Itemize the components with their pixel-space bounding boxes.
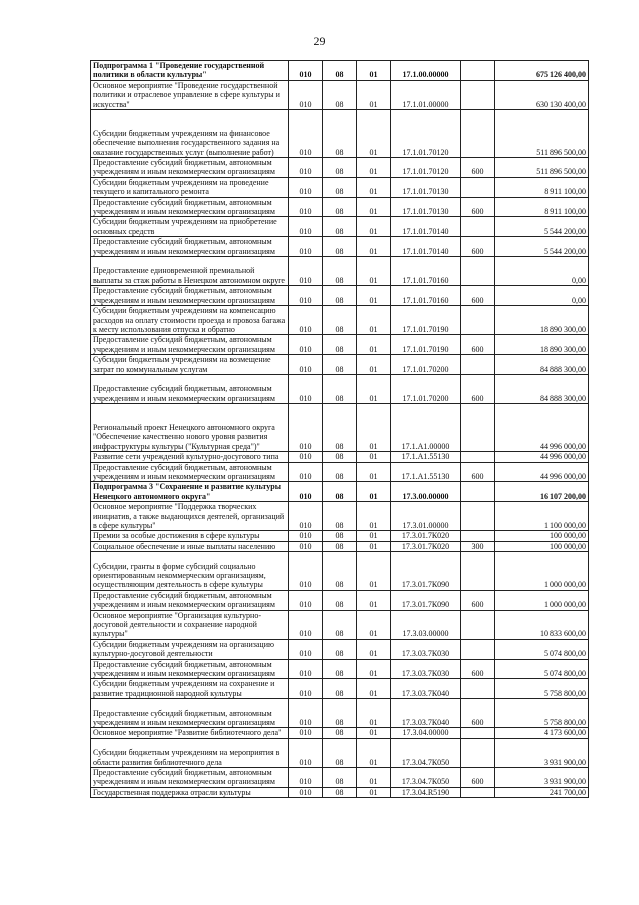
row-code-section: 08 bbox=[323, 552, 357, 591]
row-code-expense-type bbox=[461, 306, 495, 335]
row-amount: 84 888 300,00 bbox=[495, 355, 589, 375]
table-row bbox=[91, 217, 589, 237]
row-code-expense-type bbox=[461, 257, 495, 286]
row-code-section: 08 bbox=[323, 728, 357, 738]
row-code-section: 08 bbox=[323, 404, 357, 452]
row-code-target: 17.3.04.7К050 bbox=[391, 768, 461, 788]
row-code-admin: 010 bbox=[289, 462, 323, 482]
row-name: Региональный проект Ненецкого автономного округа "Обеспечение качественно нового уровня развития инфраструктуры культуры ("Культурная среда")" bbox=[91, 404, 289, 452]
row-amount: 241 700,00 bbox=[495, 787, 589, 797]
row-name: Предоставление субсидий бюджетным, автономным учреждениям и иным некоммерческим организациям bbox=[91, 659, 289, 679]
table-row bbox=[91, 237, 589, 257]
row-code-section: 08 bbox=[323, 610, 357, 639]
table-row bbox=[91, 355, 589, 375]
row-name: Субсидии бюджетным учреждениям на сохранение и развитие традиционной народной культуры bbox=[91, 679, 289, 699]
row-code-section: 08 bbox=[323, 374, 357, 403]
row-code-section: 08 bbox=[323, 286, 357, 306]
row-code-section: 08 bbox=[323, 787, 357, 797]
row-code-subsection: 01 bbox=[357, 502, 391, 531]
row-code-section: 08 bbox=[323, 335, 357, 355]
table-row bbox=[91, 590, 589, 610]
row-code-admin: 010 bbox=[289, 61, 323, 81]
row-code-target: 17.1.01.70140 bbox=[391, 237, 461, 257]
row-code-target: 17.3.01.7К020 bbox=[391, 531, 461, 541]
table-row bbox=[91, 768, 589, 788]
row-code-expense-type: 600 bbox=[461, 768, 495, 788]
row-code-target: 17.1.01.70120 bbox=[391, 110, 461, 158]
row-amount: 84 888 300,00 bbox=[495, 374, 589, 403]
row-amount: 0,00 bbox=[495, 257, 589, 286]
row-code-target: 17.1.01.70130 bbox=[391, 197, 461, 217]
row-name: Основное мероприятие "Поддержка творческих инициатив, а также выдающихся деятелей, организаций в сфере культуры" bbox=[91, 502, 289, 531]
row-code-section: 08 bbox=[323, 738, 357, 767]
row-amount: 10 833 600,00 bbox=[495, 610, 589, 639]
row-code-target: 17.1.01.00000 bbox=[391, 80, 461, 109]
row-amount: 0,00 bbox=[495, 286, 589, 306]
row-name: Премии за особые достижения в сфере культуры bbox=[91, 531, 289, 541]
table-row bbox=[91, 531, 589, 541]
row-code-expense-type: 600 bbox=[461, 286, 495, 306]
row-code-expense-type: 600 bbox=[461, 590, 495, 610]
row-amount: 5 074 800,00 bbox=[495, 639, 589, 659]
row-code-admin: 010 bbox=[289, 217, 323, 237]
row-code-admin: 010 bbox=[289, 404, 323, 452]
row-code-target: 17.3.01.7К020 bbox=[391, 541, 461, 551]
row-amount: 4 173 600,00 bbox=[495, 728, 589, 738]
row-amount: 5 758 800,00 bbox=[495, 699, 589, 728]
row-code-target: 17.1.01.70200 bbox=[391, 374, 461, 403]
row-name: Предоставление субсидий бюджетным, автономным учреждениям и иным некоммерческим организациям bbox=[91, 286, 289, 306]
row-name: Социальное обеспечение и иные выплаты населению bbox=[91, 541, 289, 551]
table-row bbox=[91, 462, 589, 482]
row-amount: 18 890 300,00 bbox=[495, 306, 589, 335]
table-row bbox=[91, 452, 589, 462]
row-code-target: 17.1.A1.55130 bbox=[391, 462, 461, 482]
row-code-admin: 010 bbox=[289, 452, 323, 462]
row-code-subsection: 01 bbox=[357, 237, 391, 257]
row-code-section: 08 bbox=[323, 590, 357, 610]
row-amount: 5 074 800,00 bbox=[495, 659, 589, 679]
table-row bbox=[91, 738, 589, 767]
row-code-expense-type: 600 bbox=[461, 659, 495, 679]
row-name: Основное мероприятие "Развитие библиотечного дела" bbox=[91, 728, 289, 738]
table-row bbox=[91, 639, 589, 659]
row-code-admin: 010 bbox=[289, 531, 323, 541]
table-row bbox=[91, 374, 589, 403]
row-amount: 18 890 300,00 bbox=[495, 335, 589, 355]
row-code-target: 17.3.01.7К090 bbox=[391, 590, 461, 610]
row-code-subsection: 01 bbox=[357, 699, 391, 728]
row-name: Подпрограмма 1 "Проведение государственной политики в области культуры" bbox=[91, 61, 289, 81]
table-row bbox=[91, 482, 589, 502]
row-code-admin: 010 bbox=[289, 237, 323, 257]
row-code-expense-type bbox=[461, 482, 495, 502]
row-code-target: 17.3.03.7К030 bbox=[391, 659, 461, 679]
row-name: Основное мероприятие "Проведение государственной политики и отраслевое управление в сфере культуры и искусства" bbox=[91, 80, 289, 109]
row-amount: 8 911 100,00 bbox=[495, 197, 589, 217]
row-code-subsection: 01 bbox=[357, 590, 391, 610]
row-code-admin: 010 bbox=[289, 177, 323, 197]
row-code-target: 17.3.03.7К040 bbox=[391, 679, 461, 699]
table-row bbox=[91, 306, 589, 335]
row-code-expense-type bbox=[461, 452, 495, 462]
table-row bbox=[91, 197, 589, 217]
row-code-target: 17.3.01.7К090 bbox=[391, 552, 461, 591]
row-code-section: 08 bbox=[323, 462, 357, 482]
row-code-expense-type bbox=[461, 502, 495, 531]
row-code-expense-type: 600 bbox=[461, 699, 495, 728]
row-code-subsection: 01 bbox=[357, 257, 391, 286]
row-code-section: 08 bbox=[323, 355, 357, 375]
row-name: Предоставление субсидий бюджетным, автономным учреждениям и иным некоммерческим организациям bbox=[91, 158, 289, 178]
row-code-section: 08 bbox=[323, 177, 357, 197]
row-amount: 8 911 100,00 bbox=[495, 177, 589, 197]
row-amount: 100 000,00 bbox=[495, 541, 589, 551]
table-row bbox=[91, 679, 589, 699]
row-code-admin: 010 bbox=[289, 482, 323, 502]
row-code-target: 17.3.03.7К030 bbox=[391, 639, 461, 659]
row-code-subsection: 01 bbox=[357, 639, 391, 659]
row-code-subsection: 01 bbox=[357, 787, 391, 797]
row-name: Субсидии бюджетным учреждениям на финансовое обеспечение выполнения государственного задания на оказание государственных услуг (выполнение работ) bbox=[91, 110, 289, 158]
row-code-target: 17.3.00.00000 bbox=[391, 482, 461, 502]
row-code-subsection: 01 bbox=[357, 531, 391, 541]
row-code-section: 08 bbox=[323, 257, 357, 286]
row-code-admin: 010 bbox=[289, 659, 323, 679]
row-code-admin: 010 bbox=[289, 158, 323, 178]
row-code-expense-type bbox=[461, 80, 495, 109]
row-name: Предоставление субсидий бюджетным, автономным учреждениям и иным некоммерческим организациям bbox=[91, 237, 289, 257]
row-code-subsection: 01 bbox=[357, 374, 391, 403]
row-code-subsection: 01 bbox=[357, 286, 391, 306]
row-code-subsection: 01 bbox=[357, 177, 391, 197]
row-code-admin: 010 bbox=[289, 699, 323, 728]
row-code-subsection: 01 bbox=[357, 217, 391, 237]
row-amount: 44 996 000,00 bbox=[495, 462, 589, 482]
row-code-subsection: 01 bbox=[357, 355, 391, 375]
budget-table-body bbox=[91, 61, 589, 798]
row-amount: 5 544 200,00 bbox=[495, 217, 589, 237]
row-name: Предоставление субсидий бюджетным, автономным учреждениям и иным некоммерческим организациям bbox=[91, 590, 289, 610]
row-code-section: 08 bbox=[323, 110, 357, 158]
row-name: Предоставление субсидий бюджетным, автономным учреждениям и иным некоммерческим организациям bbox=[91, 462, 289, 482]
row-code-admin: 010 bbox=[289, 541, 323, 551]
row-name: Предоставление субсидий бюджетным, автономным учреждениям и иным некоммерческим организациям bbox=[91, 768, 289, 788]
row-code-admin: 010 bbox=[289, 197, 323, 217]
row-name: Предоставление субсидий бюджетным, автономным учреждениям и иным некоммерческим организациям bbox=[91, 335, 289, 355]
row-code-subsection: 01 bbox=[357, 679, 391, 699]
row-code-admin: 010 bbox=[289, 502, 323, 531]
row-name: Предоставление субсидий бюджетным, автономным учреждениям и иным некоммерческим организациям bbox=[91, 374, 289, 403]
row-name: Субсидии бюджетным учреждениям на организацию культурно-досуговой деятельности bbox=[91, 639, 289, 659]
row-code-section: 08 bbox=[323, 679, 357, 699]
row-code-admin: 010 bbox=[289, 679, 323, 699]
row-code-admin: 010 bbox=[289, 639, 323, 659]
row-code-expense-type: 300 bbox=[461, 541, 495, 551]
row-code-admin: 010 bbox=[289, 738, 323, 767]
row-amount: 1 100 000,00 bbox=[495, 502, 589, 531]
row-code-expense-type bbox=[461, 738, 495, 767]
row-code-admin: 010 bbox=[289, 552, 323, 591]
row-code-section: 08 bbox=[323, 699, 357, 728]
row-amount: 5 544 200,00 bbox=[495, 237, 589, 257]
row-code-subsection: 01 bbox=[357, 404, 391, 452]
table-row bbox=[91, 257, 589, 286]
budget-table bbox=[90, 60, 589, 798]
row-code-subsection: 01 bbox=[357, 738, 391, 767]
row-code-admin: 010 bbox=[289, 374, 323, 403]
row-code-expense-type bbox=[461, 787, 495, 797]
page-number: 29 bbox=[313, 34, 326, 48]
row-code-subsection: 01 bbox=[357, 197, 391, 217]
row-code-admin: 010 bbox=[289, 306, 323, 335]
row-amount: 630 130 400,00 bbox=[495, 80, 589, 109]
row-code-section: 08 bbox=[323, 768, 357, 788]
row-name: Субсидии бюджетным учреждениям на компенсацию расходов на оплату стоимости проезда и провоза багажа к месту использования отпуска и обратно bbox=[91, 306, 289, 335]
row-code-target: 17.1.01.70160 bbox=[391, 286, 461, 306]
row-code-subsection: 01 bbox=[357, 768, 391, 788]
row-code-expense-type bbox=[461, 728, 495, 738]
row-code-admin: 010 bbox=[289, 286, 323, 306]
row-code-expense-type: 600 bbox=[461, 237, 495, 257]
table-row bbox=[91, 404, 589, 452]
row-code-target: 17.1.01.70120 bbox=[391, 158, 461, 178]
row-code-target: 17.3.01.00000 bbox=[391, 502, 461, 531]
row-amount: 16 107 200,00 bbox=[495, 482, 589, 502]
row-code-target: 17.1.01.70190 bbox=[391, 335, 461, 355]
row-code-expense-type: 600 bbox=[461, 197, 495, 217]
row-code-section: 08 bbox=[323, 158, 357, 178]
row-amount: 3 931 900,00 bbox=[495, 738, 589, 767]
row-code-section: 08 bbox=[323, 80, 357, 109]
row-name: Субсидии бюджетным учреждениям на проведение текущего и капитального ремонта bbox=[91, 177, 289, 197]
row-amount: 1 000 000,00 bbox=[495, 590, 589, 610]
row-code-admin: 010 bbox=[289, 787, 323, 797]
row-amount: 675 126 400,00 bbox=[495, 61, 589, 81]
table-row bbox=[91, 177, 589, 197]
row-code-admin: 010 bbox=[289, 110, 323, 158]
table-row bbox=[91, 610, 589, 639]
row-code-target: 17.1.A1.55130 bbox=[391, 452, 461, 462]
row-code-expense-type bbox=[461, 110, 495, 158]
row-code-target: 17.1.01.70130 bbox=[391, 177, 461, 197]
row-name: Развитие сети учреждений культурно-досугового типа bbox=[91, 452, 289, 462]
row-code-subsection: 01 bbox=[357, 452, 391, 462]
row-amount: 100 000,00 bbox=[495, 531, 589, 541]
row-code-expense-type bbox=[461, 177, 495, 197]
row-code-target: 17.3.03.7К040 bbox=[391, 699, 461, 728]
row-code-section: 08 bbox=[323, 452, 357, 462]
row-amount: 3 931 900,00 bbox=[495, 768, 589, 788]
table-row bbox=[91, 80, 589, 109]
row-code-target: 17.1.01.70160 bbox=[391, 257, 461, 286]
row-amount: 44 996 000,00 bbox=[495, 404, 589, 452]
row-amount: 44 996 000,00 bbox=[495, 452, 589, 462]
row-code-expense-type bbox=[461, 404, 495, 452]
table-row bbox=[91, 787, 589, 797]
row-name: Основное мероприятие "Организация культурно-досуговой деятельности и сохранение народной культуры" bbox=[91, 610, 289, 639]
row-code-target: 17.1.01.70140 bbox=[391, 217, 461, 237]
row-code-subsection: 01 bbox=[357, 61, 391, 81]
row-code-target: 17.1.01.70200 bbox=[391, 355, 461, 375]
table-row bbox=[91, 541, 589, 551]
row-code-target: 17.3.04.7К050 bbox=[391, 738, 461, 767]
table-row bbox=[91, 110, 589, 158]
row-code-admin: 010 bbox=[289, 257, 323, 286]
row-code-target: 17.3.04.00000 bbox=[391, 728, 461, 738]
row-name: Подпрограмма 3 "Сохранение и развитие культуры Ненецкого автономного округа" bbox=[91, 482, 289, 502]
row-code-expense-type bbox=[461, 679, 495, 699]
row-code-expense-type: 600 bbox=[461, 158, 495, 178]
table-row bbox=[91, 502, 589, 531]
row-code-expense-type bbox=[461, 61, 495, 81]
row-code-expense-type bbox=[461, 355, 495, 375]
table-row bbox=[91, 659, 589, 679]
row-name: Предоставление субсидий бюджетным, автономным учреждениям и иным некоммерческим организациям bbox=[91, 699, 289, 728]
row-code-subsection: 01 bbox=[357, 482, 391, 502]
table-row bbox=[91, 61, 589, 81]
row-code-target: 17.1.A1.00000 bbox=[391, 404, 461, 452]
table-row bbox=[91, 552, 589, 591]
row-name: Субсидии бюджетным учреждениям на приобретение основных средств bbox=[91, 217, 289, 237]
row-code-subsection: 01 bbox=[357, 335, 391, 355]
row-name: Субсидии бюджетным учреждениям на мероприятия в области развития библиотечного дела bbox=[91, 738, 289, 767]
row-name: Субсидии бюджетным учреждениям на возмещение затрат по коммунальным услугам bbox=[91, 355, 289, 375]
row-name: Субсидии, гранты в форме субсидий социально ориентированным некоммерческим организациям, осуществляющим деятельность в сфере культуры bbox=[91, 552, 289, 591]
table-row bbox=[91, 286, 589, 306]
row-code-admin: 010 bbox=[289, 768, 323, 788]
row-code-section: 08 bbox=[323, 659, 357, 679]
row-code-section: 08 bbox=[323, 237, 357, 257]
row-code-subsection: 01 bbox=[357, 80, 391, 109]
row-code-subsection: 01 bbox=[357, 728, 391, 738]
row-code-section: 08 bbox=[323, 502, 357, 531]
row-code-target: 17.1.01.70190 bbox=[391, 306, 461, 335]
row-amount: 1 000 000,00 bbox=[495, 552, 589, 591]
row-code-admin: 010 bbox=[289, 355, 323, 375]
row-amount: 511 896 500,00 bbox=[495, 110, 589, 158]
row-code-section: 08 bbox=[323, 482, 357, 502]
row-code-section: 08 bbox=[323, 306, 357, 335]
row-code-subsection: 01 bbox=[357, 306, 391, 335]
row-code-subsection: 01 bbox=[357, 462, 391, 482]
row-name: Предоставление субсидий бюджетным, автономным учреждениям и иным некоммерческим организациям bbox=[91, 197, 289, 217]
row-code-admin: 010 bbox=[289, 80, 323, 109]
row-code-expense-type bbox=[461, 639, 495, 659]
row-code-target: 17.3.04.R5190 bbox=[391, 787, 461, 797]
row-code-admin: 010 bbox=[289, 335, 323, 355]
row-code-expense-type bbox=[461, 217, 495, 237]
row-code-section: 08 bbox=[323, 639, 357, 659]
row-code-section: 08 bbox=[323, 197, 357, 217]
row-code-expense-type: 600 bbox=[461, 335, 495, 355]
table-row bbox=[91, 335, 589, 355]
row-code-section: 08 bbox=[323, 217, 357, 237]
row-code-expense-type: 600 bbox=[461, 462, 495, 482]
row-code-subsection: 01 bbox=[357, 659, 391, 679]
row-code-admin: 010 bbox=[289, 590, 323, 610]
row-code-subsection: 01 bbox=[357, 158, 391, 178]
row-code-section: 08 bbox=[323, 531, 357, 541]
table-row bbox=[91, 158, 589, 178]
row-code-subsection: 01 bbox=[357, 110, 391, 158]
row-amount: 511 896 500,00 bbox=[495, 158, 589, 178]
row-name: Государственная поддержка отрасли культуры bbox=[91, 787, 289, 797]
table-row bbox=[91, 728, 589, 738]
row-code-expense-type bbox=[461, 552, 495, 591]
row-code-expense-type bbox=[461, 531, 495, 541]
row-amount: 5 758 800,00 bbox=[495, 679, 589, 699]
row-code-admin: 010 bbox=[289, 610, 323, 639]
table-row bbox=[91, 699, 589, 728]
row-code-expense-type: 600 bbox=[461, 374, 495, 403]
row-code-target: 17.3.03.00000 bbox=[391, 610, 461, 639]
row-code-subsection: 01 bbox=[357, 552, 391, 591]
row-code-expense-type bbox=[461, 610, 495, 639]
row-code-subsection: 01 bbox=[357, 541, 391, 551]
row-code-subsection: 01 bbox=[357, 610, 391, 639]
row-code-section: 08 bbox=[323, 61, 357, 81]
row-code-section: 08 bbox=[323, 541, 357, 551]
row-name: Предоставление единовременной премиальной выплаты за стаж работы в Ненецком автономном округе bbox=[91, 257, 289, 286]
row-code-target: 17.1.00.00000 bbox=[391, 61, 461, 81]
row-code-admin: 010 bbox=[289, 728, 323, 738]
